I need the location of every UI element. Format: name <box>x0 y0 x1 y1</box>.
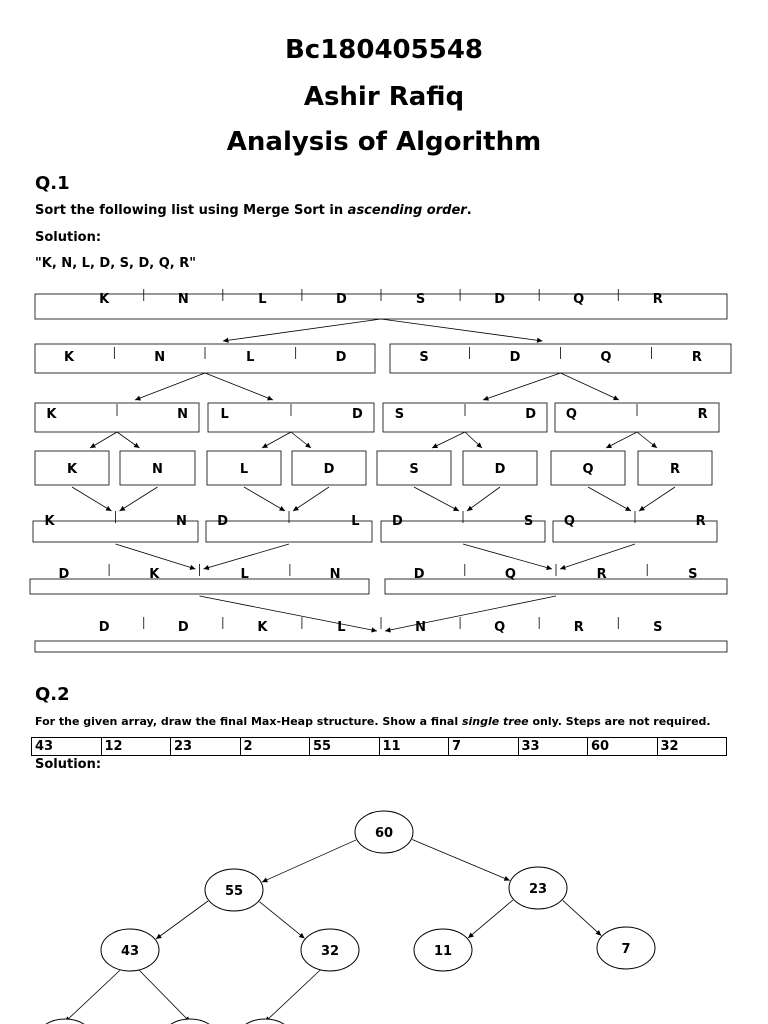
arrow-head <box>385 627 391 632</box>
merge-letter: S <box>688 567 698 582</box>
merge-letter: Q <box>565 407 577 422</box>
arrow-head <box>651 443 657 448</box>
heap-node-partial <box>36 1019 94 1024</box>
merge-box <box>553 521 717 542</box>
merge-arrow <box>259 902 304 939</box>
array-cell: 33 <box>519 738 589 755</box>
q1-prompt-text: Sort the following list using Merge Sort in <box>35 203 348 218</box>
q2-prompt <box>35 715 711 728</box>
merge-arrow <box>116 544 196 569</box>
arrow-head <box>106 506 112 511</box>
merge-level <box>33 511 717 542</box>
merge-letter: S <box>419 350 429 365</box>
array-cell: 12 <box>102 738 172 755</box>
merge-arrow <box>65 970 120 1022</box>
merge-letter: N <box>415 620 426 635</box>
merge-arrow <box>120 487 158 511</box>
merge-arrow <box>588 487 631 511</box>
merge-level <box>35 344 731 373</box>
arrow-head <box>467 506 473 511</box>
merge-arrow <box>563 900 601 935</box>
merge-letter: S <box>415 292 426 307</box>
merge-letter: D <box>58 567 70 582</box>
array-cell: 55 <box>310 738 380 755</box>
merge-letter: D <box>509 350 521 365</box>
merge-letter: R <box>573 620 584 635</box>
merge-level <box>35 289 727 319</box>
merge-letter: Q <box>563 514 575 529</box>
merge-arrow <box>463 544 552 569</box>
heap-node-value: 11 <box>433 944 453 959</box>
merge-box <box>35 641 727 652</box>
merge-arrow <box>639 487 675 511</box>
q2-solution-label: Solution: <box>35 757 102 772</box>
merge-letter: K <box>257 620 268 635</box>
merge-letter: N <box>154 350 166 365</box>
merge-letter: S <box>653 620 663 635</box>
merge-letter: S <box>409 462 419 477</box>
q2-prompt-text: For the given array, draw the final Max-Heap structure. Show a final <box>35 715 462 728</box>
heap-node-partial <box>161 1019 219 1024</box>
merge-box <box>385 579 727 594</box>
heap-node-value: 7 <box>621 942 631 957</box>
merge-letter: L <box>239 462 249 477</box>
merge-letter: D <box>177 620 189 635</box>
student-id: Bc180405548 <box>284 35 484 65</box>
merge-letter: N <box>152 462 163 477</box>
merge-letter: D <box>98 620 110 635</box>
heap-node-value: 60 <box>374 826 394 841</box>
merge-arrow <box>414 487 459 511</box>
merge-letter: Q <box>582 462 594 477</box>
merge-box <box>206 521 372 542</box>
arrow-head <box>639 506 645 511</box>
merge-letter: K <box>44 514 55 529</box>
merge-arrow <box>412 840 510 881</box>
q1-prompt-emphasis: ascending order <box>347 203 467 218</box>
merge-letter: D <box>494 462 506 477</box>
student-name: Ashir Rafiq <box>303 82 465 112</box>
q1-heading: Q.1 <box>35 173 70 194</box>
q2-heading: Q.2 <box>35 684 70 705</box>
merge-arrow <box>468 900 513 938</box>
merge-letter: R <box>691 350 702 365</box>
merge-level <box>35 617 727 652</box>
merge-letter: D <box>323 462 335 477</box>
q2-prompt-emphasis: single tree <box>461 715 529 728</box>
arrow-head <box>299 933 305 938</box>
merge-arrow <box>483 373 561 400</box>
arrow-head <box>560 565 566 570</box>
merge-box <box>381 521 545 542</box>
merge-sort-diagram <box>0 280 768 660</box>
arrow-head <box>279 506 285 511</box>
q2-prompt-end: only. Steps are not required. <box>528 715 711 728</box>
merge-letter: D <box>336 292 347 307</box>
merge-letter: N <box>177 292 189 307</box>
merge-letter: D <box>335 350 347 365</box>
merge-letter: R <box>697 407 708 422</box>
merge-arrow <box>265 970 320 1022</box>
merge-letter: Q <box>494 620 506 635</box>
arrow-head <box>156 934 162 939</box>
arrow-head <box>223 338 229 343</box>
course-title: Analysis of Algorithm <box>226 127 542 157</box>
merge-letter: D <box>392 514 403 529</box>
merge-letter: Q <box>504 567 516 582</box>
merge-arrow <box>432 432 465 448</box>
array-cell: 7 <box>449 738 519 755</box>
merge-letter: D <box>413 567 425 582</box>
q1-solution-label: Solution: <box>35 230 102 245</box>
merge-letter: N <box>329 567 341 582</box>
merge-letter: K <box>66 462 78 477</box>
merge-letter: L <box>337 620 346 635</box>
array-cell: 32 <box>660 739 679 754</box>
merge-letter: S <box>523 514 534 529</box>
merge-letter: K <box>99 292 110 307</box>
merge-letter: N <box>176 514 187 529</box>
merge-arrow <box>135 373 205 400</box>
merge-letter: L <box>240 567 249 582</box>
merge-arrow <box>72 487 112 511</box>
heap-node-value: 32 <box>320 944 340 959</box>
merge-letter: L <box>220 407 229 422</box>
q1-prompt <box>35 203 472 218</box>
arrow-head <box>305 443 311 448</box>
arrow-head <box>134 443 140 448</box>
merge-arrow <box>156 901 208 939</box>
merge-letter: K <box>63 350 75 365</box>
merge-letter: N <box>177 407 189 422</box>
array-cell: 2 <box>241 738 311 755</box>
merge-letter: R <box>596 567 607 582</box>
merge-arrow <box>262 840 356 882</box>
arrow-head <box>293 506 299 511</box>
heap-node-partial <box>236 1019 294 1024</box>
array-cell: 60 <box>588 738 658 755</box>
q1-input-list: "K, N, L, D, S, D, Q, R" <box>35 256 197 271</box>
arrow-head <box>537 338 543 343</box>
merge-level <box>35 403 719 432</box>
array-cell: 11 <box>380 738 450 755</box>
arrow-head <box>483 396 489 401</box>
merge-arrow <box>244 487 285 511</box>
merge-level <box>35 451 712 485</box>
merge-arrow <box>204 544 290 569</box>
heap-node-value: 55 <box>224 884 244 899</box>
merge-letter: D <box>352 407 363 422</box>
merge-letter: Q <box>573 292 585 307</box>
merge-arrow <box>560 544 635 569</box>
arrow-head <box>90 443 96 448</box>
merge-arrow <box>467 487 500 511</box>
merge-arrow <box>385 596 556 631</box>
merge-arrow <box>139 970 190 1022</box>
merge-level <box>30 564 727 594</box>
merge-letter: Q <box>600 350 612 365</box>
q1-prompt-end: . <box>466 203 472 218</box>
merge-arrow <box>205 373 273 400</box>
merge-letter: L <box>351 514 360 529</box>
merge-letter: D <box>494 292 506 307</box>
arrow-head <box>120 506 126 511</box>
heap-node-value: 23 <box>528 882 548 897</box>
merge-letter: R <box>652 292 663 307</box>
merge-letter: K <box>149 567 160 582</box>
arrow-head <box>371 627 377 632</box>
heap-node-value: 43 <box>120 944 140 959</box>
merge-arrow <box>200 596 378 631</box>
merge-box <box>30 579 369 594</box>
arrow-head <box>546 565 552 570</box>
merge-letter: L <box>246 350 255 365</box>
merge-letter: D <box>525 407 536 422</box>
merge-letter: S <box>394 407 405 422</box>
merge-arrow <box>561 373 620 400</box>
merge-letter: K <box>46 407 57 422</box>
merge-arrow <box>381 319 543 341</box>
array-cell: 43 <box>32 738 102 755</box>
max-heap-tree <box>0 770 768 1024</box>
merge-arrow <box>293 487 329 511</box>
merge-box <box>33 521 198 542</box>
arrow-head <box>204 565 210 570</box>
input-array-table <box>31 737 727 756</box>
merge-letter: L <box>258 292 267 307</box>
merge-arrow <box>223 319 381 341</box>
merge-letter: R <box>695 514 706 529</box>
merge-letter: R <box>669 462 681 477</box>
array-cell: 23 <box>171 738 241 755</box>
merge-letter: D <box>217 514 228 529</box>
